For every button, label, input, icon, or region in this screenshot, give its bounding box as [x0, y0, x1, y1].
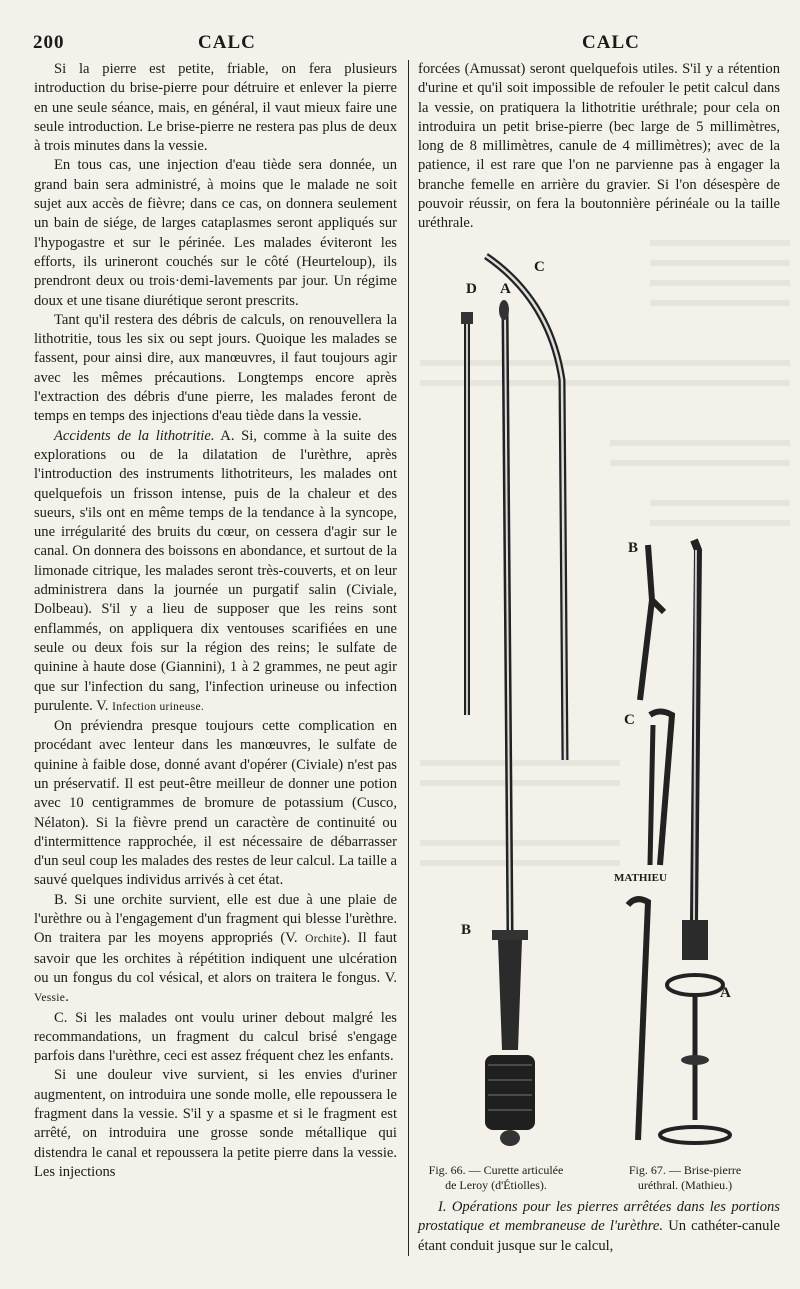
cross-reference: Orchite: [305, 933, 342, 946]
paragraph: Si la pierre est petite, friable, on fera plusieurs introduction du brise-pierre pour détruire et enlever la pierre en une seule séance, mais, en général, il vaut mieux faire une seule introduction. Le brise-pierre ne restera pas plus de deux à trois minutes dans la vessie.: [34, 61, 397, 155]
right-column-bottom: [418, 1198, 780, 1256]
paragraph: [34, 427, 397, 717]
left-column: [34, 60, 397, 1182]
caption-line: de Leroy (d'Étiolles).: [445, 1178, 547, 1192]
fig66-label-d: D: [466, 281, 477, 297]
caption-line: uréthral. (Mathieu.): [637, 1178, 733, 1192]
caption-line: Fig. 66. — Curette articulée: [428, 1163, 564, 1177]
brise-pierre-b: [640, 545, 652, 700]
paragraph: [418, 1198, 780, 1256]
cross-reference: Vessie: [34, 992, 66, 1005]
fig66-label-c: C: [534, 259, 545, 275]
paragraph: C. Si les malades ont voulu uriner debout malgré les recommandations, un fragment du calcul brisé s'engage parfois dans l'urèthre, ceci est assez fréquent chez les enfants.: [34, 1009, 397, 1065]
paragraph: On préviendra presque toujours cette complication en procédant avec lenteur dans les manœuvres, le sulfate de quinine à faible dose, donné avant d'opérer (Civiale) n'est pas un préservatif. Il est peut-être meilleur de donner une potion avec 10 centigrammes de bromure de potassium (Cusco, Nélaton). Si la fièvre prend un caractère de continuité ou d'intermittence rapprochée, il est nécessaire de débarrasser d'un seul coup les malades des restes de leur calcul. La taille a sauvé quelques individus arrivés à cet état.: [34, 718, 397, 889]
paragraph-text: Un cathéter-canule étant conduit jusque sur le calcul,: [418, 1218, 780, 1254]
section-title: Accidents de la lithotritie.: [54, 427, 215, 444]
caption-line: Fig. 67. — Brise-pierre: [628, 1163, 742, 1177]
brise-pierre-a: [628, 899, 648, 1140]
right-column-top: [418, 60, 780, 234]
paragraph: forcées (Amussat) seront quelquefois utiles. S'il y a rétention d'urine et qu'il soit impossible de refouler le petit calcul dans la vessie, on pratiquera la lithotritie uréthrale; pour cela on introduira un petit brise-pierre (bec large de 5 millimètres, long de 8 millimètres, canule de 4 millimètres); avec de la patience, il est rare que l'on ne parvienne pas à engager la branche femelle en arrière du gravier. Si l'on désespère de pouvoir réussir, on fera la boutonnière périnéale ou la taille uréthrale.: [418, 61, 780, 232]
instrument-illustration: [410, 240, 795, 1160]
fig67-label-b: B: [628, 540, 639, 556]
running-head-left: CALC: [198, 32, 256, 53]
paragraph-text: ). Il faut savoir que les orchites à répétition indiquent une ulcération ou un fongus du col vésical, et alors on traitera le fongus. V.: [34, 930, 397, 986]
cross-reference: Infection urineuse.: [112, 700, 205, 713]
maker-mark: MATHIEU: [614, 872, 667, 884]
paragraph-text: A. Si, comme à la suite des explorations ou de la dilatation de l'urèthre, après l'introduction des instruments lithotriteurs, les malades ont quelquefois un frisson intense, puis de la chaleur et des sueurs, s'ils ont en même temps de la tendance à la syncope, une irrégularité des bruits du cœur, on cessera d'agir sur le canal. On donnera des boissons en abondance, et surtout de la limonade citrique, les malades seront très-couverts, et on leur administrera dans la journée un purgatif salin (Civiale, Dolbeau). S'il y a lieu de supposer que les reins sont enflammés, on appliquera dix ventouses scarifiées en une seule ou deux fois sur la région des reins; le sulfate de quinine à haute dose (Giannini), 1 à 2 grammes, ne peut agir que sur l'infection du sang, l'infection urineuse ou infection purulente. V.: [34, 427, 397, 714]
paragraph: Tant qu'il restera des débris de calculs, on renouvellera la lithotritie, tous les six ou sept jours. Quoique les malades se fassent, pour ainsi dire, aux manœuvres, il faut toujours agir avec les mêmes précautions. Longtemps encore après l'extraction des débris d'une pierre, les malades feront de temps en temps des injections d'eau tiède dans la vessie.: [34, 311, 397, 425]
paragraph: En tous cas, une injection d'eau tiède sera donnée, un grand bain sera administré, à moins que le malade ne soit sujet aux accès de fièvre; dans ce cas, on donnera seulement un bain de siége, de larges cataplasmes seront appliqués sur l'hypogastre et sur le périnée. Les malades éviteront les efforts, ils urineront couchés sur le côté (Heurteloup), ils prendront deux ou trois·demi-lavements par jour. Un régime doux et une tisane diurétique seront prescrits.: [34, 157, 397, 309]
paragraph: Si une douleur vive survient, si les envies d'uriner augmentent, on introduira une sonde molle, elle repoussera le fragment dans la vessie. S'il y a spasme et si le fragment est arrêté, on introduira une grosse sonde métallique qui distendra le canal et repoussera la petite pierre dans la vessie. Les injections: [34, 1067, 397, 1180]
paragraph-text: .: [65, 989, 69, 1006]
figure-66-caption: [416, 1163, 576, 1193]
handle-grip: [485, 1055, 535, 1130]
fig67-label-a: A: [720, 985, 731, 1001]
section-title: I. Opérations pour les pierres arrêtées dans les portions prostatique et membraneuse de l'urèthre.: [418, 1199, 780, 1235]
running-head-right: CALC: [582, 32, 640, 53]
curved-catheter-c: [486, 256, 565, 760]
paragraph-text: B. Si une orchite survient, elle est due à une plaie de l'urèthre ou à l'engagement d'un fragment qui blesse l'urèthre. On traitera par les moyens appropriés (V.: [34, 891, 397, 947]
page-number: 200: [33, 32, 65, 53]
fig67-label-c: C: [624, 712, 635, 728]
paragraph: [34, 891, 397, 1009]
fig66-label-a: A: [500, 281, 511, 297]
figure-67-caption: [600, 1163, 770, 1193]
fig66-label-b: B: [461, 922, 472, 938]
